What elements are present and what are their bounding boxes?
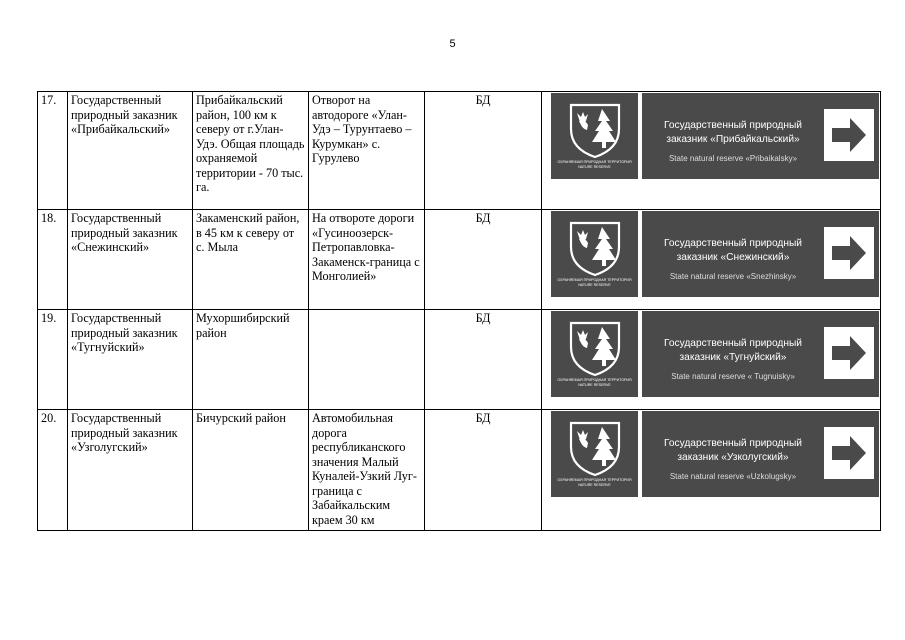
sign-title: Государственный природный заказник «Снежинский» [663, 238, 802, 263]
table-row [38, 92, 881, 210]
moose-tree-emblem-icon [565, 217, 625, 277]
sign-subtitle: State natural reserve «Snezhinsky» [669, 272, 797, 281]
sign-placement: На отвороте дороги «Гусиноозерск-Петропавловка-Закаменск-граница с Монголией» [309, 210, 425, 310]
sign-emblem-panel [551, 411, 638, 497]
funding-code: БД [425, 92, 542, 210]
row-number: 17. [38, 92, 68, 210]
sign-emblem-panel [551, 93, 638, 179]
sign-emblem-panel [551, 211, 638, 297]
arrow-right-icon [824, 327, 874, 379]
sign-placement [309, 310, 425, 410]
sign-subtitle: State natural reserve «Uzkolugsky» [669, 472, 797, 481]
table-row [38, 210, 881, 310]
arrow-panel [824, 427, 874, 479]
reserve-location: Бичурский район [193, 410, 309, 531]
road-sign-cell [542, 210, 881, 310]
reserve-name: Государственный природный заказник «Узголугский» [68, 410, 193, 531]
emblem-caption [551, 160, 638, 170]
emblem-caption-line1: ОХРАНЯЕМАЯ ПРИРОДНАЯ ТЕРРИТОРИЯ [557, 378, 632, 382]
road-sign [551, 311, 879, 397]
moose-tree-emblem-icon [565, 317, 625, 377]
road-sign-cell [542, 310, 881, 410]
road-sign-cell [542, 92, 881, 210]
funding-code: БД [425, 210, 542, 310]
road-sign [551, 411, 879, 497]
emblem-caption [551, 478, 638, 488]
emblem-caption-line2: NATURE RESERVE [578, 483, 611, 487]
sign-divider [638, 93, 642, 179]
arrow-panel [824, 227, 874, 279]
funding-code: БД [425, 310, 542, 410]
emblem-caption-line1: ОХРАНЯЕМАЯ ПРИРОДНАЯ ТЕРРИТОРИЯ [557, 478, 632, 482]
page-number: 5 [449, 38, 456, 50]
table-row [38, 310, 881, 410]
emblem-caption [551, 278, 638, 288]
sign-title: Государственный природный заказник «Прибайкальский» [663, 120, 802, 145]
arrow-right-icon [824, 227, 874, 279]
emblem-caption [551, 378, 638, 388]
sign-divider [638, 311, 642, 397]
emblem-caption-line1: ОХРАНЯЕМАЯ ПРИРОДНАЯ ТЕРРИТОРИЯ [557, 160, 632, 164]
row-number: 20. [38, 410, 68, 531]
emblem-caption-line2: NATURE RESERVE [578, 283, 611, 287]
sign-divider [638, 411, 642, 497]
emblem-caption-line1: ОХРАНЯЕМАЯ ПРИРОДНАЯ ТЕРРИТОРИЯ [557, 278, 632, 282]
road-sign [551, 211, 879, 297]
row-number: 19. [38, 310, 68, 410]
arrow-panel [824, 109, 874, 161]
sign-title: Государственный природный заказник «Тугнуйский» [663, 338, 802, 363]
reserve-location: Закаменский район, в 45 км к северу от с. Мыла [193, 210, 309, 310]
sign-subtitle: State natural reserve «Pribaikalsky» [668, 154, 798, 163]
reserve-location: Прибайкальский район, 100 км к северу от г.Улан-Удэ. Общая площадь охраняемой территории - 70 тыс. га. [193, 92, 309, 210]
moose-tree-emblem-icon [565, 99, 625, 159]
arrow-right-icon [824, 109, 874, 161]
emblem-caption-line2: NATURE RESERVE [578, 165, 611, 169]
reserve-name: Государственный природный заказник «Тугнуйский» [68, 310, 193, 410]
reserve-name: Государственный природный заказник «Снежинский» [68, 210, 193, 310]
sign-emblem-panel [551, 311, 638, 397]
table-row [38, 410, 881, 531]
sign-placement: Автомобильная дорога республиканского значения Малый Куналей-Узкий Луг-граница с Забайкальским краем 30 км [309, 410, 425, 531]
nature-reserve-table [37, 91, 881, 531]
arrow-panel [824, 327, 874, 379]
funding-code: БД [425, 410, 542, 531]
moose-tree-emblem-icon [565, 417, 625, 477]
sign-divider [638, 211, 642, 297]
row-number: 18. [38, 210, 68, 310]
reserve-location: Мухоршибирский район [193, 310, 309, 410]
sign-placement: Отворот на автодороге «Улан-Удэ – Турунтаево – Курумкан» с. Гурулево [309, 92, 425, 210]
emblem-caption-line2: NATURE RESERVE [578, 383, 611, 387]
reserve-name: Государственный природный заказник «Прибайкальский» [68, 92, 193, 210]
arrow-right-icon [824, 427, 874, 479]
sign-subtitle: State natural reserve « Tugnuisky» [671, 372, 795, 381]
sign-title: Государственный природный заказник «Узколугский» [663, 438, 802, 463]
road-sign-cell [542, 410, 881, 531]
road-sign [551, 93, 879, 179]
